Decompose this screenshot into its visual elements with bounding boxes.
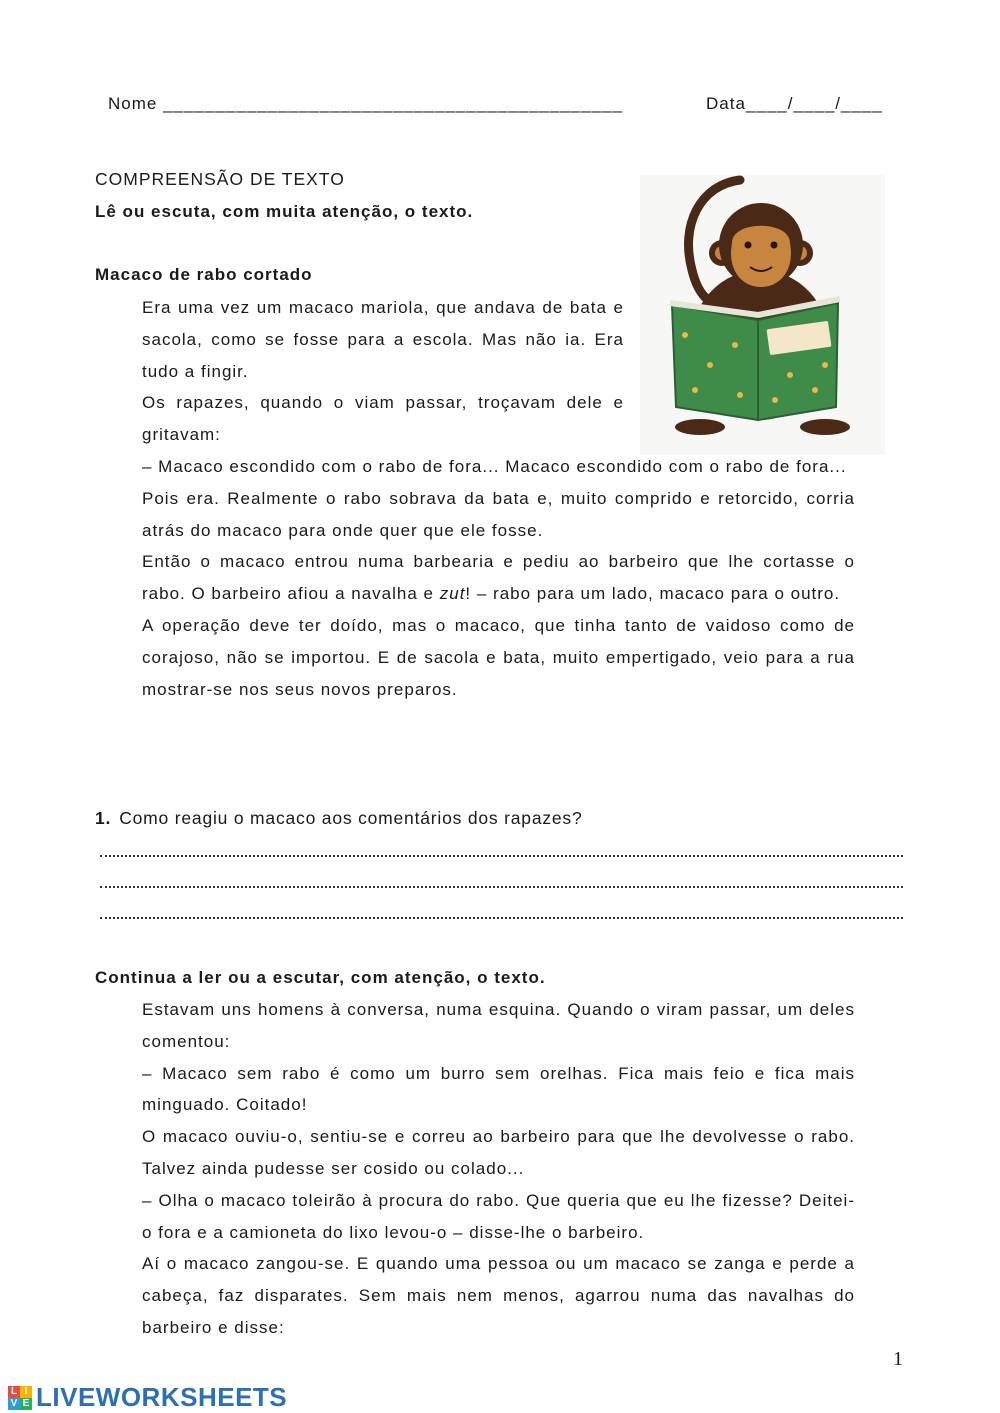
- story-paragraph: [142, 546, 855, 610]
- section-title: COMPREENSÃO DE TEXTO: [95, 169, 345, 189]
- brand-text: LIVEWORKSHEETS: [36, 1382, 288, 1412]
- story-title: Macaco de rabo cortado: [95, 265, 313, 284]
- story-text: ! – rabo para um lado, macaco para o outro.: [465, 584, 841, 604]
- story-paragraph: Era uma vez um macaco mariola, que andava de bata e sacola, como se fosse para a escola. Mas não ia. Era tudo a fingir.: [142, 298, 624, 381]
- answer-line-3[interactable]: [100, 917, 903, 919]
- story-text: Então o macaco entrou numa barbearia e pediu ao barbeiro que lhe cortasse o rabo. O barbeiro afiou a navalha e: [142, 552, 855, 604]
- instruction-2: Continua a ler ou a escutar, com atenção, o texto.: [95, 968, 546, 987]
- story-paragraph: – Macaco sem rabo é como um burro sem orelhas. Fica mais feio e fica mais minguado. Coitado!: [142, 1063, 855, 1115]
- story-paragraph: Os rapazes, quando o viam passar, troçavam dele e gritavam:: [142, 393, 624, 445]
- monkey-reading-icon: [640, 175, 885, 455]
- story-paragraph: O macaco ouviu-o, sentiu-se e correu ao barbeiro para que lhe devolvesse o rabo. Talvez ainda pudesse ser cosido ou colado...: [142, 1127, 855, 1178]
- logo-letter: L: [8, 1386, 20, 1398]
- answer-line-1[interactable]: [100, 855, 903, 857]
- story-paragraph: Pois era. Realmente o rabo sobrava da bata e, muito comprido e retorcido, corria atrás do macaco para onde quer que ele fosse.: [142, 488, 855, 540]
- answer-line-2[interactable]: [100, 886, 903, 888]
- logo-letter: V: [8, 1398, 20, 1410]
- story-paragraph: – Olha o macaco toleirão à procura do rabo. Que queria que eu lhe fizesse? Deitei-o fora e a camioneta do lixo levou-o – disse-lhe o barbeiro.: [142, 1190, 855, 1242]
- logo-letter: E: [20, 1398, 32, 1410]
- story-paragraph: Aí o macaco zangou-se. E quando uma pessoa ou um macaco se zanga e perde a cabeça, faz disparates. Sem mais nem menos, agarrou numa das navalhas do barbeiro e disse:: [142, 1254, 855, 1337]
- page-number: 1: [893, 1348, 903, 1370]
- question-number: 1.: [95, 808, 112, 828]
- story-part2: [142, 994, 855, 1344]
- date-field-label: Data____/____/____: [706, 94, 883, 113]
- story-part1-wide: [142, 451, 855, 705]
- monkey-reading-illustration: [640, 175, 885, 455]
- question-1: [95, 808, 583, 829]
- liveworksheets-logo[interactable]: [8, 1382, 287, 1413]
- story-paragraph: Estavam uns homens à conversa, numa esquina. Quando o viram passar, um deles comentou:: [142, 1000, 855, 1051]
- story-paragraph: – Macaco escondido com o rabo de fora... Macaco escondido com o rabo de fora...: [142, 457, 847, 476]
- question-text: Como reagiu o macaco aos comentários dos rapazes?: [119, 808, 583, 828]
- brand-logo-icon: [8, 1386, 32, 1410]
- logo-letter: I: [20, 1386, 32, 1398]
- story-text-italic: zut: [439, 584, 466, 604]
- name-field-label: Nome ____________________________________________: [108, 94, 624, 113]
- instruction-1: Lê ou escuta, com muita atenção, o texto.: [95, 202, 474, 221]
- story-paragraph: A operação deve ter doído, mas o macaco, que tinha tanto de vaidoso como de corajoso, não se importou. E de sacola e bata, muito empertigado, veio para a rua mostrar-se nos seus novos preparos.: [142, 615, 855, 699]
- story-part1-narrow: [142, 292, 624, 451]
